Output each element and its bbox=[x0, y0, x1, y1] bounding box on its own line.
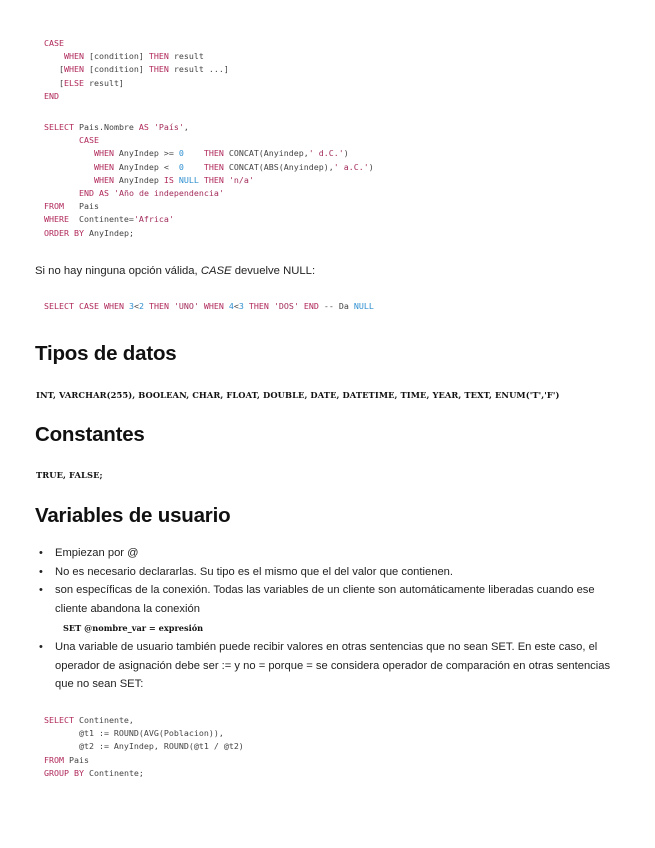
list-item bbox=[35, 544, 625, 563]
code-line: ORDER BY AnyIndep; bbox=[44, 227, 134, 238]
case-null-example-code bbox=[44, 300, 374, 313]
bullet-text: No es necesario declararlas. Su tipo es el mismo que el del valor que contienen. bbox=[55, 565, 453, 578]
heading-tipos-de-datos: Tipos de datos bbox=[35, 342, 177, 365]
code-line: [WHEN [condition] THEN result ...] bbox=[44, 64, 229, 75]
heading-variables-de-usuario: Variables de usuario bbox=[35, 504, 231, 527]
null-note-paragraph bbox=[35, 265, 315, 277]
code-line: WHEN AnyIndep >= 0 THEN CONCAT(Anyindep,' d.C.') bbox=[93, 148, 349, 159]
group-by-example-code bbox=[44, 714, 244, 780]
select-case-example-code bbox=[44, 121, 374, 240]
null-note-suffix: devuelve NULL: bbox=[231, 265, 316, 277]
code-line: SELECT Continente, bbox=[44, 715, 134, 725]
bullet-text: son específicas de la conexión. Todas las variables de un cliente son automáticamente liberadas cuando ese cliente abandona la conexión bbox=[55, 584, 595, 615]
heading-constantes: Constantes bbox=[35, 423, 145, 446]
code-line: END bbox=[44, 90, 59, 101]
null-note-emphasis: CASE bbox=[200, 265, 232, 277]
variables-bullet-list bbox=[35, 544, 625, 694]
code-line: @t2 := AnyIndep, ROUND(@t1 / @t2) bbox=[44, 741, 244, 752]
code-line: [ELSE result] bbox=[44, 77, 124, 88]
code-line: SELECT CASE WHEN 3<2 THEN 'UNO' WHEN 4<3 THEN 'DOS' END -- Da NULL bbox=[44, 301, 374, 311]
code-line: WHERE Continente='Africa' bbox=[44, 214, 174, 225]
code-line: CASE bbox=[44, 38, 64, 48]
code-line: WHEN AnyIndep < 0 THEN CONCAT(ABS(Anyindep),' a.C.') bbox=[93, 161, 374, 172]
code-line: @t1 := ROUND(AVG(Poblacion)), bbox=[44, 728, 224, 739]
list-item bbox=[35, 638, 625, 694]
list-item bbox=[35, 581, 625, 638]
bullet-text: Una variable de usuario también puede recibir valores en otras sentencias que no sean SET. En este caso, el operador de asignación debe ser := y no = porque = se considera operador de comparación en otras sentencias que no sean SET: bbox=[55, 641, 611, 690]
bullet-text: Empiezan por @ bbox=[55, 547, 139, 559]
data-types-line: INT, VARCHAR(255), BOOLEAN, CHAR, FLOAT, DOUBLE, DATE, DATETIME, TIME, YEAR, TEXT, ENUM('T','F') bbox=[36, 390, 560, 400]
code-line: FROM Pais bbox=[44, 201, 99, 212]
case-syntax-code bbox=[44, 37, 229, 103]
code-line: GROUP BY Continente; bbox=[44, 767, 144, 778]
null-note-prefix: Si no hay ninguna opción válida, bbox=[35, 265, 201, 277]
code-line: WHEN AnyIndep IS NULL THEN 'n/a' bbox=[93, 174, 254, 185]
code-line: CASE bbox=[78, 135, 99, 146]
list-item bbox=[35, 563, 625, 582]
set-syntax-code: SET @nombre_var = expresión bbox=[63, 623, 204, 633]
constants-line: TRUE, FALSE; bbox=[36, 470, 103, 480]
code-line: FROM Pais bbox=[44, 754, 89, 765]
code-line: SELECT Pais.Nombre AS 'País', bbox=[44, 122, 189, 132]
code-line: END AS 'Año de independencia' bbox=[78, 188, 224, 199]
code-line: WHEN [condition] THEN result bbox=[63, 51, 204, 62]
